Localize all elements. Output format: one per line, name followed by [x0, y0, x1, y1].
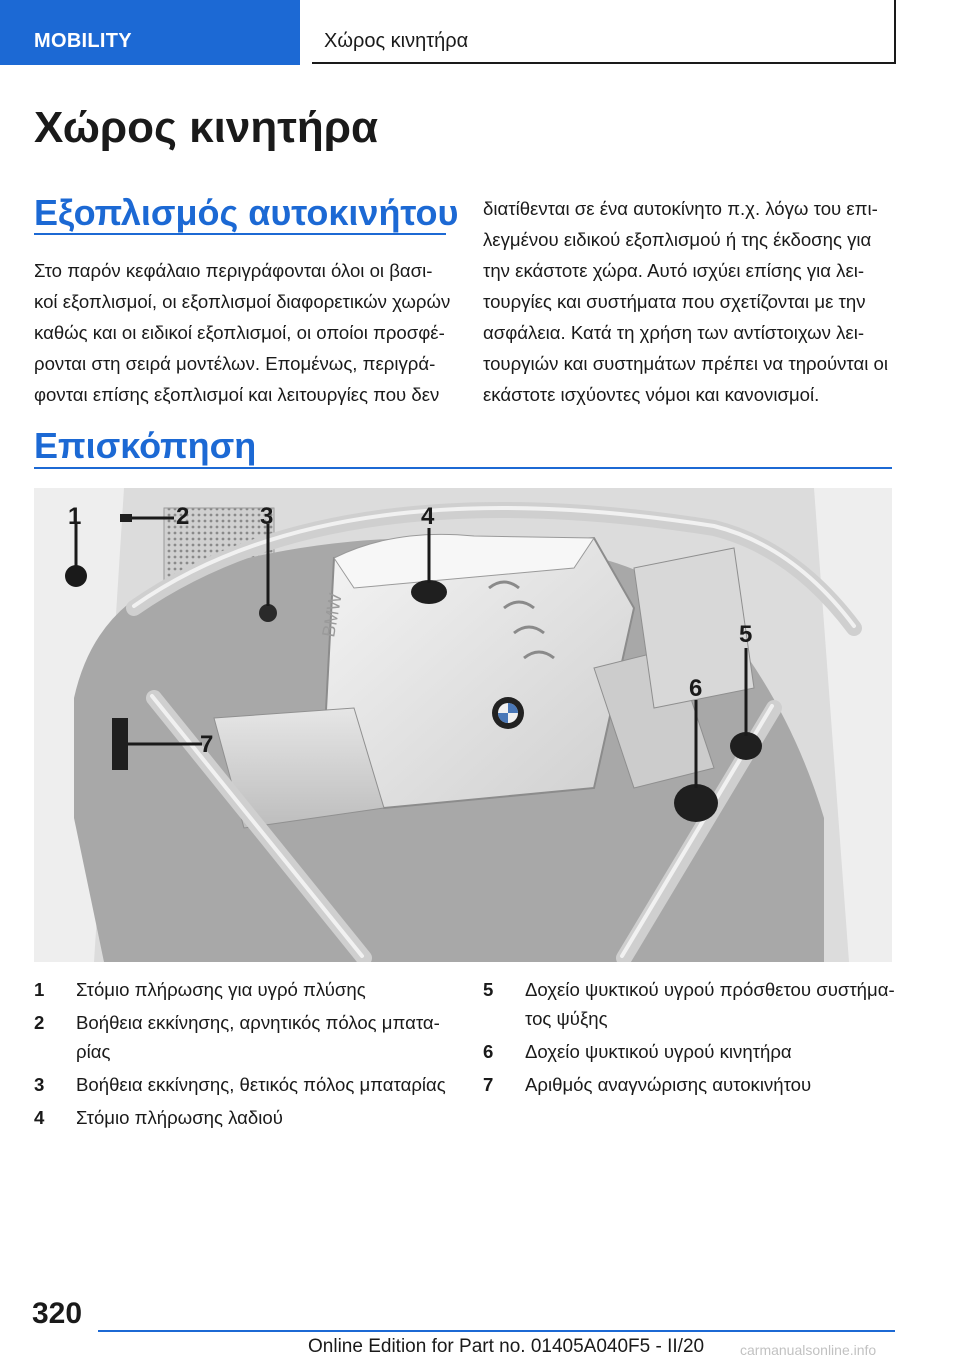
legend-item: [34, 1008, 446, 1066]
text-line: Στο παρόν κεφάλαιο περιγράφονται όλοι οι βασι-: [34, 260, 433, 281]
legend-text: Αριθμός αναγνώρισης αυτοκινήτου: [525, 1074, 812, 1095]
text-line: ασφάλεια. Κατά τη χρήση των αντίστοιχων λει-: [483, 322, 865, 343]
legend-text: Στόμιο πλήρωσης για υγρό πλύσης: [76, 979, 366, 1000]
callout-7: 7: [200, 731, 214, 758]
legend-text: Βοήθεια εκκίνησης, θετικός πόλος μπαταρίας: [76, 1074, 446, 1095]
legend-list-right: [483, 975, 895, 1099]
callout-5: 5: [739, 621, 753, 648]
equipment-title-rule: [34, 233, 446, 235]
callout-3: 3: [260, 503, 274, 530]
text-line: τουργιών και συστημάτων πρέπει να τηρούνται οι: [483, 353, 889, 374]
legend-text: ρίας: [76, 1041, 111, 1062]
legend-number: 6: [483, 1041, 494, 1062]
callout-6: 6: [689, 675, 703, 702]
legend-list-left: [34, 975, 446, 1132]
header-chapter-label: Χώρος κινητήρα: [312, 0, 896, 64]
text-line: εκάστοτε ισχύοντες νόμοι και κανονισμοί.: [483, 384, 820, 405]
text-line: διατίθενται σε ένα αυτοκίνητο π.χ. λόγω του επι-: [483, 198, 878, 219]
text-line: καθώς και οι ειδικοί εξοπλισμοί, οι οποίοι προσφέ-: [34, 322, 445, 343]
equipment-paragraph-right: [483, 193, 888, 410]
legend-text: Στόμιο πλήρωσης λαδιού: [76, 1107, 283, 1128]
legend-text: Δοχείο ψυκτικού υγρού πρόσθετου συστήμα-: [525, 979, 895, 1000]
legend-number: 7: [483, 1074, 494, 1095]
legend-item: [483, 975, 895, 1033]
header-section-tab[interactable]: MOBILITY: [0, 0, 300, 65]
footer-rule: [98, 1330, 895, 1332]
callout-2: 2: [176, 503, 190, 530]
engine-bay-drawing: [34, 488, 892, 962]
legend-text: Βοήθεια εκκίνησης, αρνητικός πόλος μπατα-: [76, 1012, 440, 1033]
text-line: φονται επίσης εξοπλισμοί και λειτουργίες που δεν: [34, 384, 440, 405]
overview-title-rule: [34, 467, 892, 469]
legend-number: 3: [34, 1074, 45, 1095]
legend-number: 1: [34, 979, 45, 1000]
text-line: ρονται στη σειρά μοντέλων. Επομένως, περιγρά-: [34, 353, 436, 374]
text-line: την εκάστοτε χώρα. Αυτό ισχύει επίσης για λει-: [483, 260, 865, 281]
legend-item: [34, 1103, 446, 1132]
equipment-section-title: Εξοπλισμός αυτοκινήτου: [34, 192, 459, 233]
text-line: κοί εξοπλισμοί, οι εξοπλισμοί διαφορετικών χωρών: [34, 291, 451, 312]
legend-number: 5: [483, 979, 494, 1000]
legend-item: [34, 975, 446, 1004]
legend-number: 4: [34, 1107, 45, 1128]
legend-item: [34, 1070, 446, 1099]
legend-text: Δοχείο ψυκτικού υγρού κινητήρα: [525, 1041, 792, 1062]
footer-edition-text: Online Edition for Part no. 01405A040F5 - II/20: [308, 1336, 705, 1357]
overview-section-title: Επισκόπηση: [34, 425, 257, 466]
callout-1: 1: [68, 503, 82, 530]
text-line: λεγμένου ειδικού εξοπλισμού ή της έκδοσης για: [483, 229, 872, 250]
equipment-paragraph-left: [34, 255, 450, 410]
legend-text: τος ψύξης: [525, 1008, 608, 1029]
legend-item: [483, 1037, 895, 1066]
engine-bay-illustration: [34, 488, 892, 962]
legend-item: [483, 1070, 895, 1099]
watermark: carmanualsonline.info: [740, 1342, 877, 1358]
callout-4: 4: [421, 503, 435, 530]
svg-text:BMW: BMW: [318, 591, 346, 639]
page-number: 320: [32, 1297, 83, 1330]
page-title: Χώρος κινητήρα: [34, 103, 379, 152]
text-line: τουργίες και συστήματα που σχετίζονται με την: [483, 291, 866, 312]
legend-number: 2: [34, 1012, 45, 1033]
